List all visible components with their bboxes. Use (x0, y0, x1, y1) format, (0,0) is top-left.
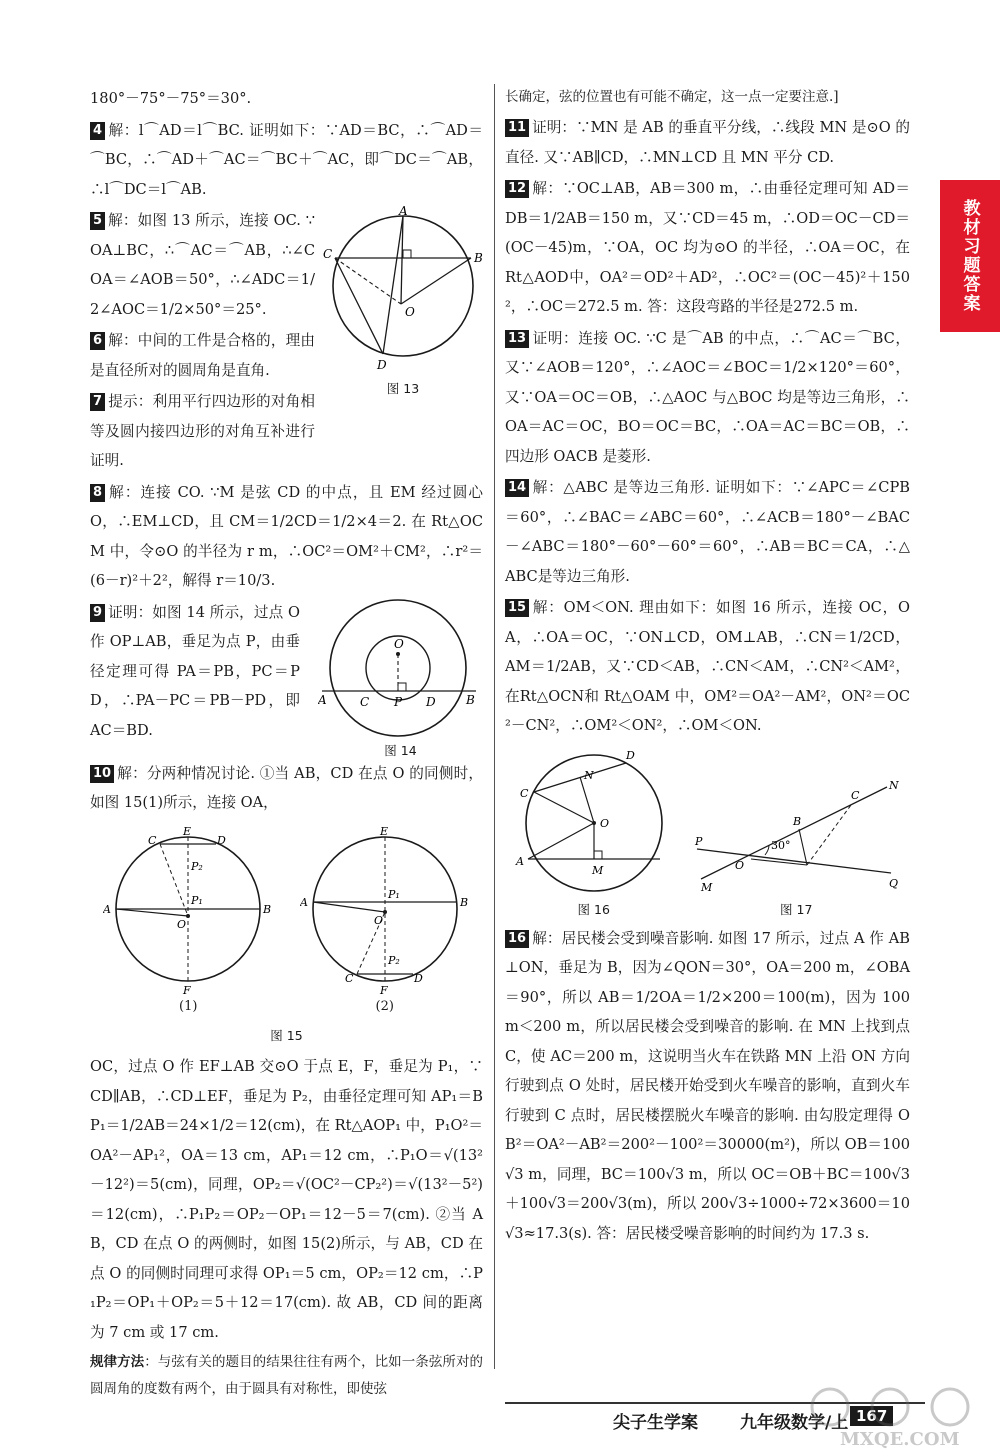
answer-number: 13 (505, 330, 529, 348)
label-B: B (793, 814, 802, 828)
answer-4: 4 解：l⌒AD＝l⌒BC. 证明如下：∵AD＝BC，∴⌒AD＝⌒BC，∴⌒AD＋⌒AC＝⌒BC＋⌒AC，即⌒DC＝⌒AB，∴l⌒DC＝l⌒AB. (90, 121, 483, 198)
answer-number: 15 (505, 599, 529, 617)
answer-5: 5 解：如图 13 所示，连接 OC. ∵OA⊥BC，∴⌒AC＝⌒AB，∴∠COA＝∠AOB＝50°，∴∠ADC＝1/2∠AOC＝1/2×50°＝25°. (90, 212, 315, 318)
label-A: A (103, 902, 112, 916)
watermark-logo (800, 1385, 1000, 1449)
figure-caption-15: 图 15 (270, 1027, 303, 1043)
figure-13 (323, 206, 483, 397)
figure-17 (691, 777, 901, 918)
answer-number: 14 (505, 479, 529, 497)
left-top-line: 180°－75°－75°＝30°. (90, 90, 252, 107)
answer-15: 15 解：OM＜ON. 理由如下：如图 16 所示，连接 OC，OA，∴OA＝OC，∵ON⊥CD，OM⊥AB，∴CN＝1/2CD，AM＝1/2AB，又∵CD＜AB，∴CN＜AM，∴CN²＜AM²，在Rt△OCN和 Rt△OAM 中，OM²＝OA²－AM²，ON²＝OC²－CN²，∴OM²＜ON²，∴OM＜ON. (505, 599, 910, 734)
label-D: D (426, 694, 436, 709)
answer-number: 11 (505, 119, 529, 137)
grade-subject: 九年级数学/上 (740, 1413, 849, 1433)
answer-11: 11 证明：∵MN 是 AB 的垂直平分线，∴线段 MN 是⊙O 的直径. 又∵AB∥CD，∴MN⊥CD 且 MN 平分 CD. (505, 119, 910, 166)
figure-caption-14: 图 14 (384, 742, 417, 758)
label-P2: P₂ (387, 953, 400, 967)
label-P1: P₁ (191, 893, 204, 907)
answer-8: 8 解：连接 CO. ∵M 是弦 CD 的中点，且 EM 经过圆心 O，∴EM⊥CD，且 CM＝1/2CD＝1/2×4＝2. 在 Rt△OCM 中，令⊙O 的半径为 r m，∴OC²＝OM²＋CM²，∴r²＝(6－r)²＋2²，解得 r＝10/3. (90, 483, 483, 589)
answer-number: 7 (90, 393, 105, 411)
circle-diagram-15-2 (300, 824, 470, 994)
label-O: O (405, 305, 415, 319)
label-N: N (889, 778, 899, 792)
line-diagram-17 (691, 777, 901, 897)
figure-caption-16: 图 16 (577, 901, 610, 917)
figure-15-part-2 (300, 824, 470, 1015)
tip-label: 规律方法 (90, 1354, 145, 1370)
label-F: F (183, 983, 191, 994)
label-M: M (591, 863, 604, 877)
label-Q: Q (889, 876, 899, 890)
circle-diagram-16 (514, 747, 674, 897)
angle-label: 30° (771, 838, 791, 852)
page-number: 167 (850, 1406, 893, 1426)
figure-caption-17: 图 17 (780, 901, 813, 917)
circle-diagram-15-1 (103, 824, 273, 994)
label-O: O (735, 858, 745, 872)
answer-7: 7 提示：利用平行四边形的对角相等及圆内接四边形的对角互补进行证明. (90, 393, 315, 469)
answer-13: 13 证明：连接 OC. ∵C 是⌒AB 的中点，∴⌒AC＝⌒BC，又∵∠AOB＝120°，∴∠AOC＝∠BOC＝1/2×120°＝60°，又∵OA＝OC＝OB，∴△AOC 与△BOC 均是等边三角形，∴OA＝AC＝OC，BO＝OC＝BC，∴OA＝AC＝BC＝OB，∴四边形 OACB 是菱形. (505, 329, 910, 465)
answer-6: 6 解：中间的工件是合格的，理由是直径所对的圆周角是直角. (90, 332, 315, 379)
right-column (505, 84, 910, 1250)
figures-16-17 (505, 747, 910, 918)
figure-15-part-1 (103, 824, 273, 1015)
section-tab: 教材习题答案 (940, 180, 1000, 332)
answer-number: 12 (505, 180, 529, 198)
label-O: O (373, 913, 383, 927)
label-D: D (377, 358, 387, 372)
answer-number: 10 (90, 765, 114, 783)
label-C: C (148, 833, 157, 847)
label-B: B (474, 251, 483, 265)
label-P: P (695, 834, 703, 848)
figure-15-sub-2: (2) (375, 998, 394, 1014)
label-P2: P₂ (191, 859, 204, 873)
answer-number: 6 (90, 332, 105, 350)
label-F: F (379, 983, 388, 994)
answer-12: 12 解：∵OC⊥AB，AB＝300 m，∴由垂径定理可知 AD＝DB＝1/2AB＝150 m，又∵CD＝45 m，∴OD＝OC－CD＝(OC－45)m，∵OA，OC 均为⊙O 的半径，∴OA＝OC，在Rt△AOD中，OA²＝OD²＋AD²，∴OC²＝(OC－45)²＋150²，∴OC＝272.5 m. 答：这段弯路的半径是272.5 m. (505, 180, 910, 315)
answer-number: 9 (90, 604, 105, 622)
answer-number: 16 (505, 930, 529, 948)
book-title: 尖子生学案 (613, 1413, 698, 1433)
figure-14 (318, 598, 483, 759)
label-O: O (177, 917, 187, 931)
label-A: A (318, 692, 327, 707)
circle-diagram-13 (323, 206, 483, 376)
column-divider (494, 84, 495, 1369)
label-B: B (263, 902, 272, 916)
label-A: A (399, 206, 408, 218)
answer-16: 16 解：居民楼会受到噪音影响. 如图 17 所示，过点 A 作 AB⊥ON，垂足为 B，因为∠QON＝30°，OA＝200 m，∠OBA＝90°，所以 AB＝1/2OA＝1/2×200＝100(m)，因为 100 m＜200 m，所以居民楼会受到噪音的影响. 在 MN 上找到点 C，使 AC＝200 m，这说明当火车在铁路 MN 上沿 ON 方向行驶到点 O 处时，居民楼开始受到火车噪音的影响，直到火车行驶到 C 点时，居民楼摆脱火车噪音的影响. 由勾股定理得 OB²＝OA²－AB²＝200²－100²＝30000(m²)，所以 OB＝100√3 m，同理，BC＝100√3 m，所以 OC＝OB＋BC＝100√3＋100√3＝200√3(m)，所以 200√3÷1000÷72×3600＝10√3≈17.3(s). 答：居民楼受噪音影响的时间约为 17.3 s. (505, 929, 910, 1242)
answer-number: 8 (90, 484, 105, 502)
label-P: P (394, 694, 403, 709)
label-D: D (217, 833, 227, 847)
figure-16 (514, 747, 674, 918)
label-E: E (379, 824, 388, 838)
answer-number: 4 (90, 122, 105, 140)
answer-9: 9 证明：如图 14 所示，过点 O 作 OP⊥AB，垂足为点 P，由垂径定理可得 PA＝PB，PC＝PD，∴PA－PC＝PB－PD，即 AC＝BD. (90, 603, 300, 739)
label-D: D (413, 971, 423, 985)
label-C: C (344, 971, 354, 985)
answer-14: 14 解：△ABC 是等边三角形. 证明如下：∵∠APC＝∠CPB＝60°，∴∠BAC＝∠ABC＝60°，∴∠ACB＝180°－∠BAC－∠ABC＝180°－60°－60°＝60°，∴AB＝BC＝CA，∴△ABC是等边三角形. (505, 479, 910, 585)
label-N: N (583, 768, 594, 782)
right-top-line: 长确定，弦的位置也有可能不确定，这一点一定要注意.] (505, 89, 839, 105)
label-O: O (599, 816, 609, 830)
circle-diagram-14 (318, 598, 483, 738)
label-A: A (515, 854, 524, 868)
label-E: E (183, 824, 192, 838)
answer-10-continued: OC，过点 O 作 EF⊥AB 交⊙O 于点 E，F，垂足为 P₁，∵CD∥AB，∴CD⊥EF，垂足为 P₂，由垂径定理可知 AP₁＝BP₁＝1/2AB＝24×1/2＝12(cm)，在 Rt△AOP₁ 中，P₁O²＝OA²－AP₁²，OA＝13 cm，AP₁＝12 cm，∴P₁O＝√(13²－12²)＝5(cm)，同理，OP₂＝√(OC²－CP₂²)＝√(13²－5²)＝12(cm)，∴P₁P₂＝OP₂－OP₁＝12－5＝7(cm). ②当 AB，CD 在点 O 的两侧时，如图 15(2)所示，与 AB，CD 在点 O 的同侧时同理可求得 OP₁＝5 cm，OP₂＝12 cm，∴P₁P₂＝OP₁＋OP₂＝5＋12＝17(cm). 故 AB，CD 间的距离为 7 cm 或 17 cm. (90, 1058, 483, 1341)
watermark-text: MXQE.COM (840, 1429, 960, 1449)
label-O: O (394, 636, 404, 651)
label-C: C (851, 788, 860, 802)
label-D: D (625, 748, 635, 762)
label-A: A (299, 895, 308, 909)
label-B: B (466, 692, 475, 707)
left-column (90, 84, 483, 1405)
method-tip: 规律方法：与弦有关的题目的结果往往有两个，比如一条弦所对的圆周角的度数有两个，由于圆具有对称性，即使弦 (90, 1354, 484, 1397)
label-C: C (323, 247, 333, 261)
label-C: C (519, 786, 529, 800)
answer-10: 10 解：分两种情况讨论. ①当 AB，CD 在点 O 的同侧时，如图 15(1)所示，连接 OA， (90, 764, 483, 811)
label-B: B (459, 895, 468, 909)
answer-number: 5 (90, 212, 105, 230)
figure-caption-13: 图 13 (386, 381, 420, 396)
label-M: M (701, 880, 713, 894)
label-C: C (360, 694, 370, 709)
figure-15-sub-1: (1) (179, 998, 198, 1014)
figure-15 (90, 824, 483, 1015)
label-P1: P₁ (387, 887, 400, 901)
